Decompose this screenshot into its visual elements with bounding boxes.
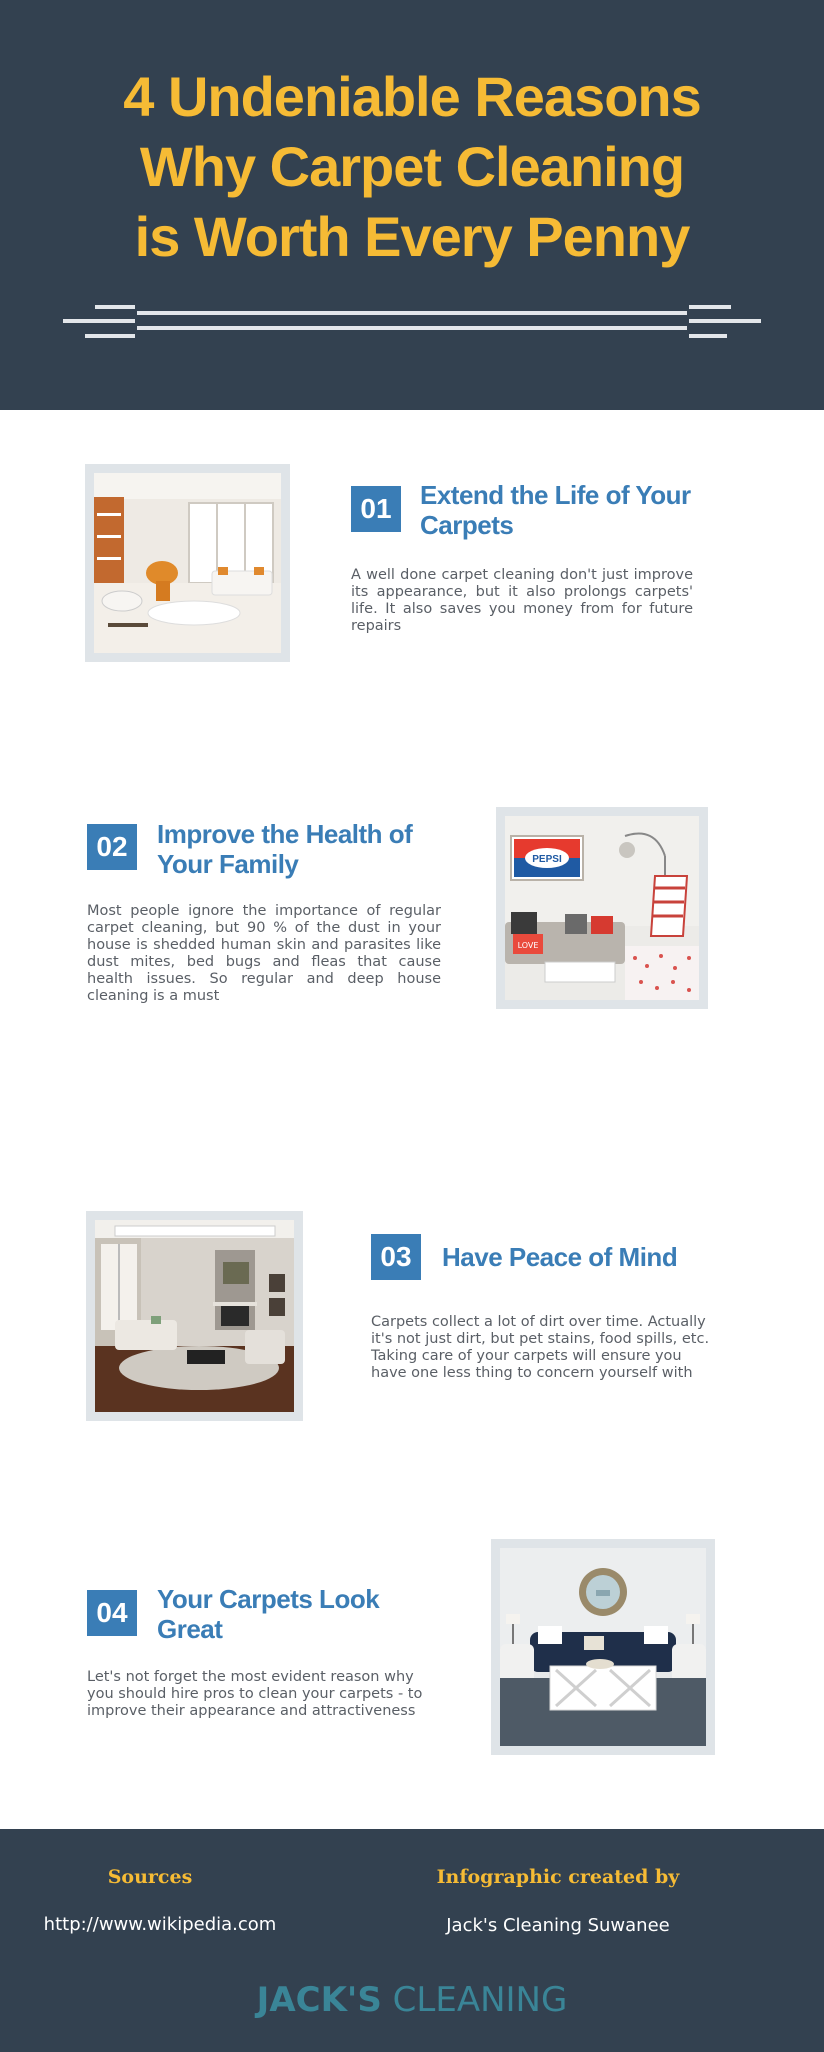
page-title-line-3: is Worth Every Penny	[134, 205, 690, 268]
section-2-title	[157, 819, 457, 879]
decorative-divider	[689, 319, 761, 323]
section-2-photo-frame	[496, 807, 708, 1009]
living-room-photo	[505, 816, 699, 1000]
section-3-photo-frame	[86, 1211, 303, 1421]
decorative-divider	[689, 305, 731, 309]
section-1-photo-frame	[85, 464, 290, 662]
section-4-title-line-2: Great	[157, 1614, 223, 1644]
decorative-divider	[137, 326, 687, 330]
section-4-number-badge: 04	[87, 1590, 137, 1636]
living-room-photo	[94, 473, 281, 653]
sources-heading: Sources	[107, 1866, 193, 1888]
living-room-photo	[500, 1548, 706, 1746]
brand-logo-primary: JACK'S	[256, 1980, 382, 2020]
decorative-divider	[85, 334, 135, 338]
section-2-title-line-1: Improve the Health of	[157, 819, 413, 849]
section-2-body: Most people ignore the importance of regular carpet cleaning, but 90 % of the dust in your house is shedded human skin and parasites like dust mites, bed bugs and fleas that cause health issues. So regular and deep house cleaning is a must	[87, 903, 441, 1004]
section-1-title-line-2: Carpets	[420, 510, 514, 540]
page-title	[60, 62, 764, 272]
decorative-divider	[63, 319, 135, 323]
section-4-body: Let's not forget the most evident reason why you should hire pros to clean your carpets - to improve their appearance and attractiveness	[87, 1669, 423, 1719]
pepsi-sign-text: PEPSI	[532, 854, 562, 865]
living-room-photo	[95, 1220, 294, 1412]
section-1-body: A well done carpet cleaning don't just improve its appearance, but it also prolongs carpets' life. It also saves you money from for future repairs	[351, 567, 693, 634]
section-4-title-line-1: Your Carpets Look	[157, 1584, 380, 1614]
header-banner	[0, 0, 824, 410]
section-3-body: Carpets collect a lot of dirt over time. Actually it's not just dirt, but pet stains, food spills, etc. Taking care of your carpets will ensure you have one less thing to concern yourself with	[371, 1314, 710, 1381]
section-4-title	[157, 1584, 437, 1644]
section-3-title	[442, 1242, 702, 1272]
section-2-number-badge: 02	[87, 824, 137, 870]
section-1-title-line-1: Extend the Life of Your	[420, 480, 691, 510]
sources-link[interactable]: http://www.wikipedia.com	[43, 1914, 277, 1935]
decorative-divider	[689, 334, 727, 338]
section-2-title-line-2: Your Family	[157, 849, 299, 879]
decorative-divider	[95, 305, 135, 309]
section-1-number-badge: 01	[351, 486, 401, 532]
credit-value: Jack's Cleaning Suwanee	[446, 1915, 670, 1936]
credit-heading: Infographic created by	[436, 1866, 680, 1888]
section-3-title-line-1: Have Peace of Mind	[442, 1242, 678, 1272]
brand-logo	[0, 1980, 824, 2020]
page-title-line-1: 4 Undeniable Reasons	[123, 65, 701, 128]
section-3-number-badge: 03	[371, 1234, 421, 1280]
section-4-photo-frame	[491, 1539, 715, 1755]
section-1-title	[420, 480, 700, 540]
brand-logo-secondary: CLEANING	[381, 1980, 568, 2020]
page-title-line-2: Why Carpet Cleaning	[139, 135, 685, 198]
love-pillow-text: LOVE	[517, 941, 539, 950]
decorative-divider	[137, 311, 687, 315]
